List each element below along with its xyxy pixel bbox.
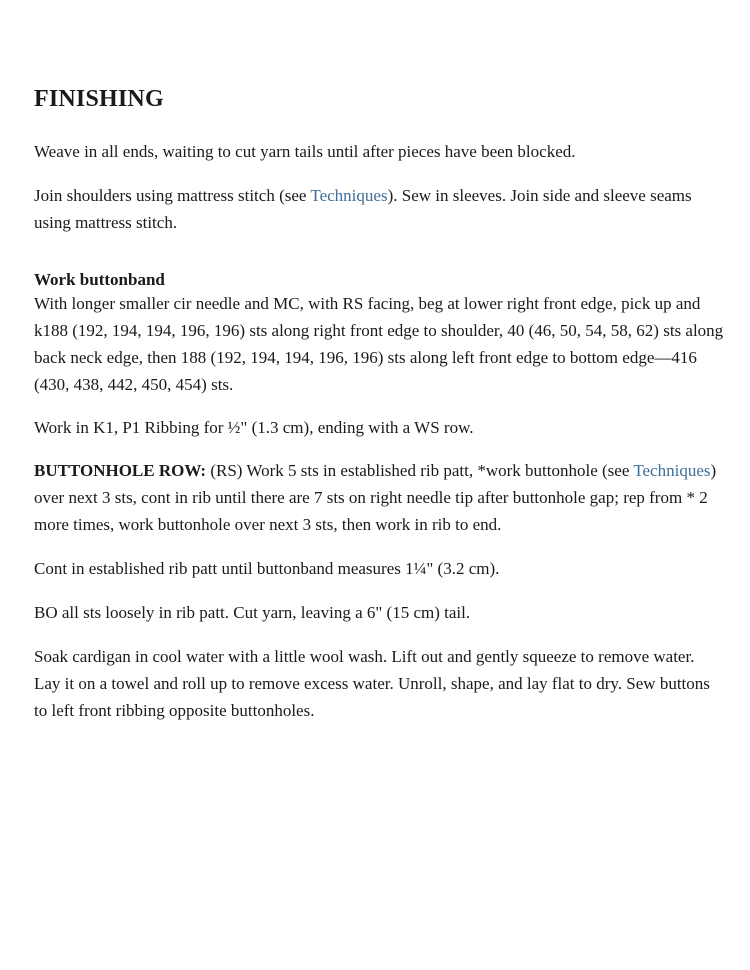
text-segment: Join shoulders using mattress stitch (see	[34, 186, 311, 205]
paragraph-ribbing: Work in K1, P1 Ribbing for ½" (1.3 cm), ending with a WS row.	[34, 418, 474, 437]
paragraph-join-shoulders	[34, 182, 724, 236]
techniques-link[interactable]: Techniques	[310, 186, 388, 205]
buttonhole-label: BUTTONHOLE ROW:	[34, 461, 207, 480]
paragraph-buttonhole-row	[34, 457, 724, 538]
paragraph-continue-rib: Cont in established rib patt until buttonband measures 1¼" (3.2 cm).	[34, 559, 500, 578]
paragraph-blocking: Soak cardigan in cool water with a little wool wash. Lift out and gently squeeze to remove water. Lay it on a towel and roll up to remove excess water. Unroll, shape, and lay flat to dry. Sew buttons to left front ribbing opposite buttonholes.	[34, 647, 710, 720]
paragraph-buttonband-pickup: With longer smaller cir needle and MC, with RS facing, beg at lower right front edge, pick up and k188 (192, 194, 194, 196, 196) sts along right front edge to shoulder, 40 (46, 50, 54, 58, 62) sts along back neck edge, then 188 (192, 194, 194, 196, 196) sts along left front edge to bottom edge—416 (430, 438, 442, 450, 454) sts.	[34, 294, 724, 394]
subheading-text: Work buttonband	[34, 270, 165, 289]
text-segment: ) over next 3 sts, cont in rib until there are 7 sts on right needle tip after buttonhole gap; rep from * 2 more times, work buttonhole over next 3 sts, then work in rib to end.	[34, 461, 717, 534]
text-segment: (RS) Work 5 sts in established rib patt, *work buttonhole (see	[206, 461, 634, 480]
buttonband-subheading	[34, 266, 724, 293]
techniques-link[interactable]: Techniques	[633, 461, 711, 480]
paragraph-weave-ends: Weave in all ends, waiting to cut yarn tails until after pieces have been blocked.	[34, 142, 576, 161]
text-segment: ). Sew in sleeves. Join side and sleeve seams using mattress stitch.	[34, 186, 692, 232]
paragraph-bind-off: BO all sts loosely in rib patt. Cut yarn, leaving a 6" (15 cm) tail.	[34, 603, 471, 622]
section-heading: FINISHING	[34, 86, 164, 112]
